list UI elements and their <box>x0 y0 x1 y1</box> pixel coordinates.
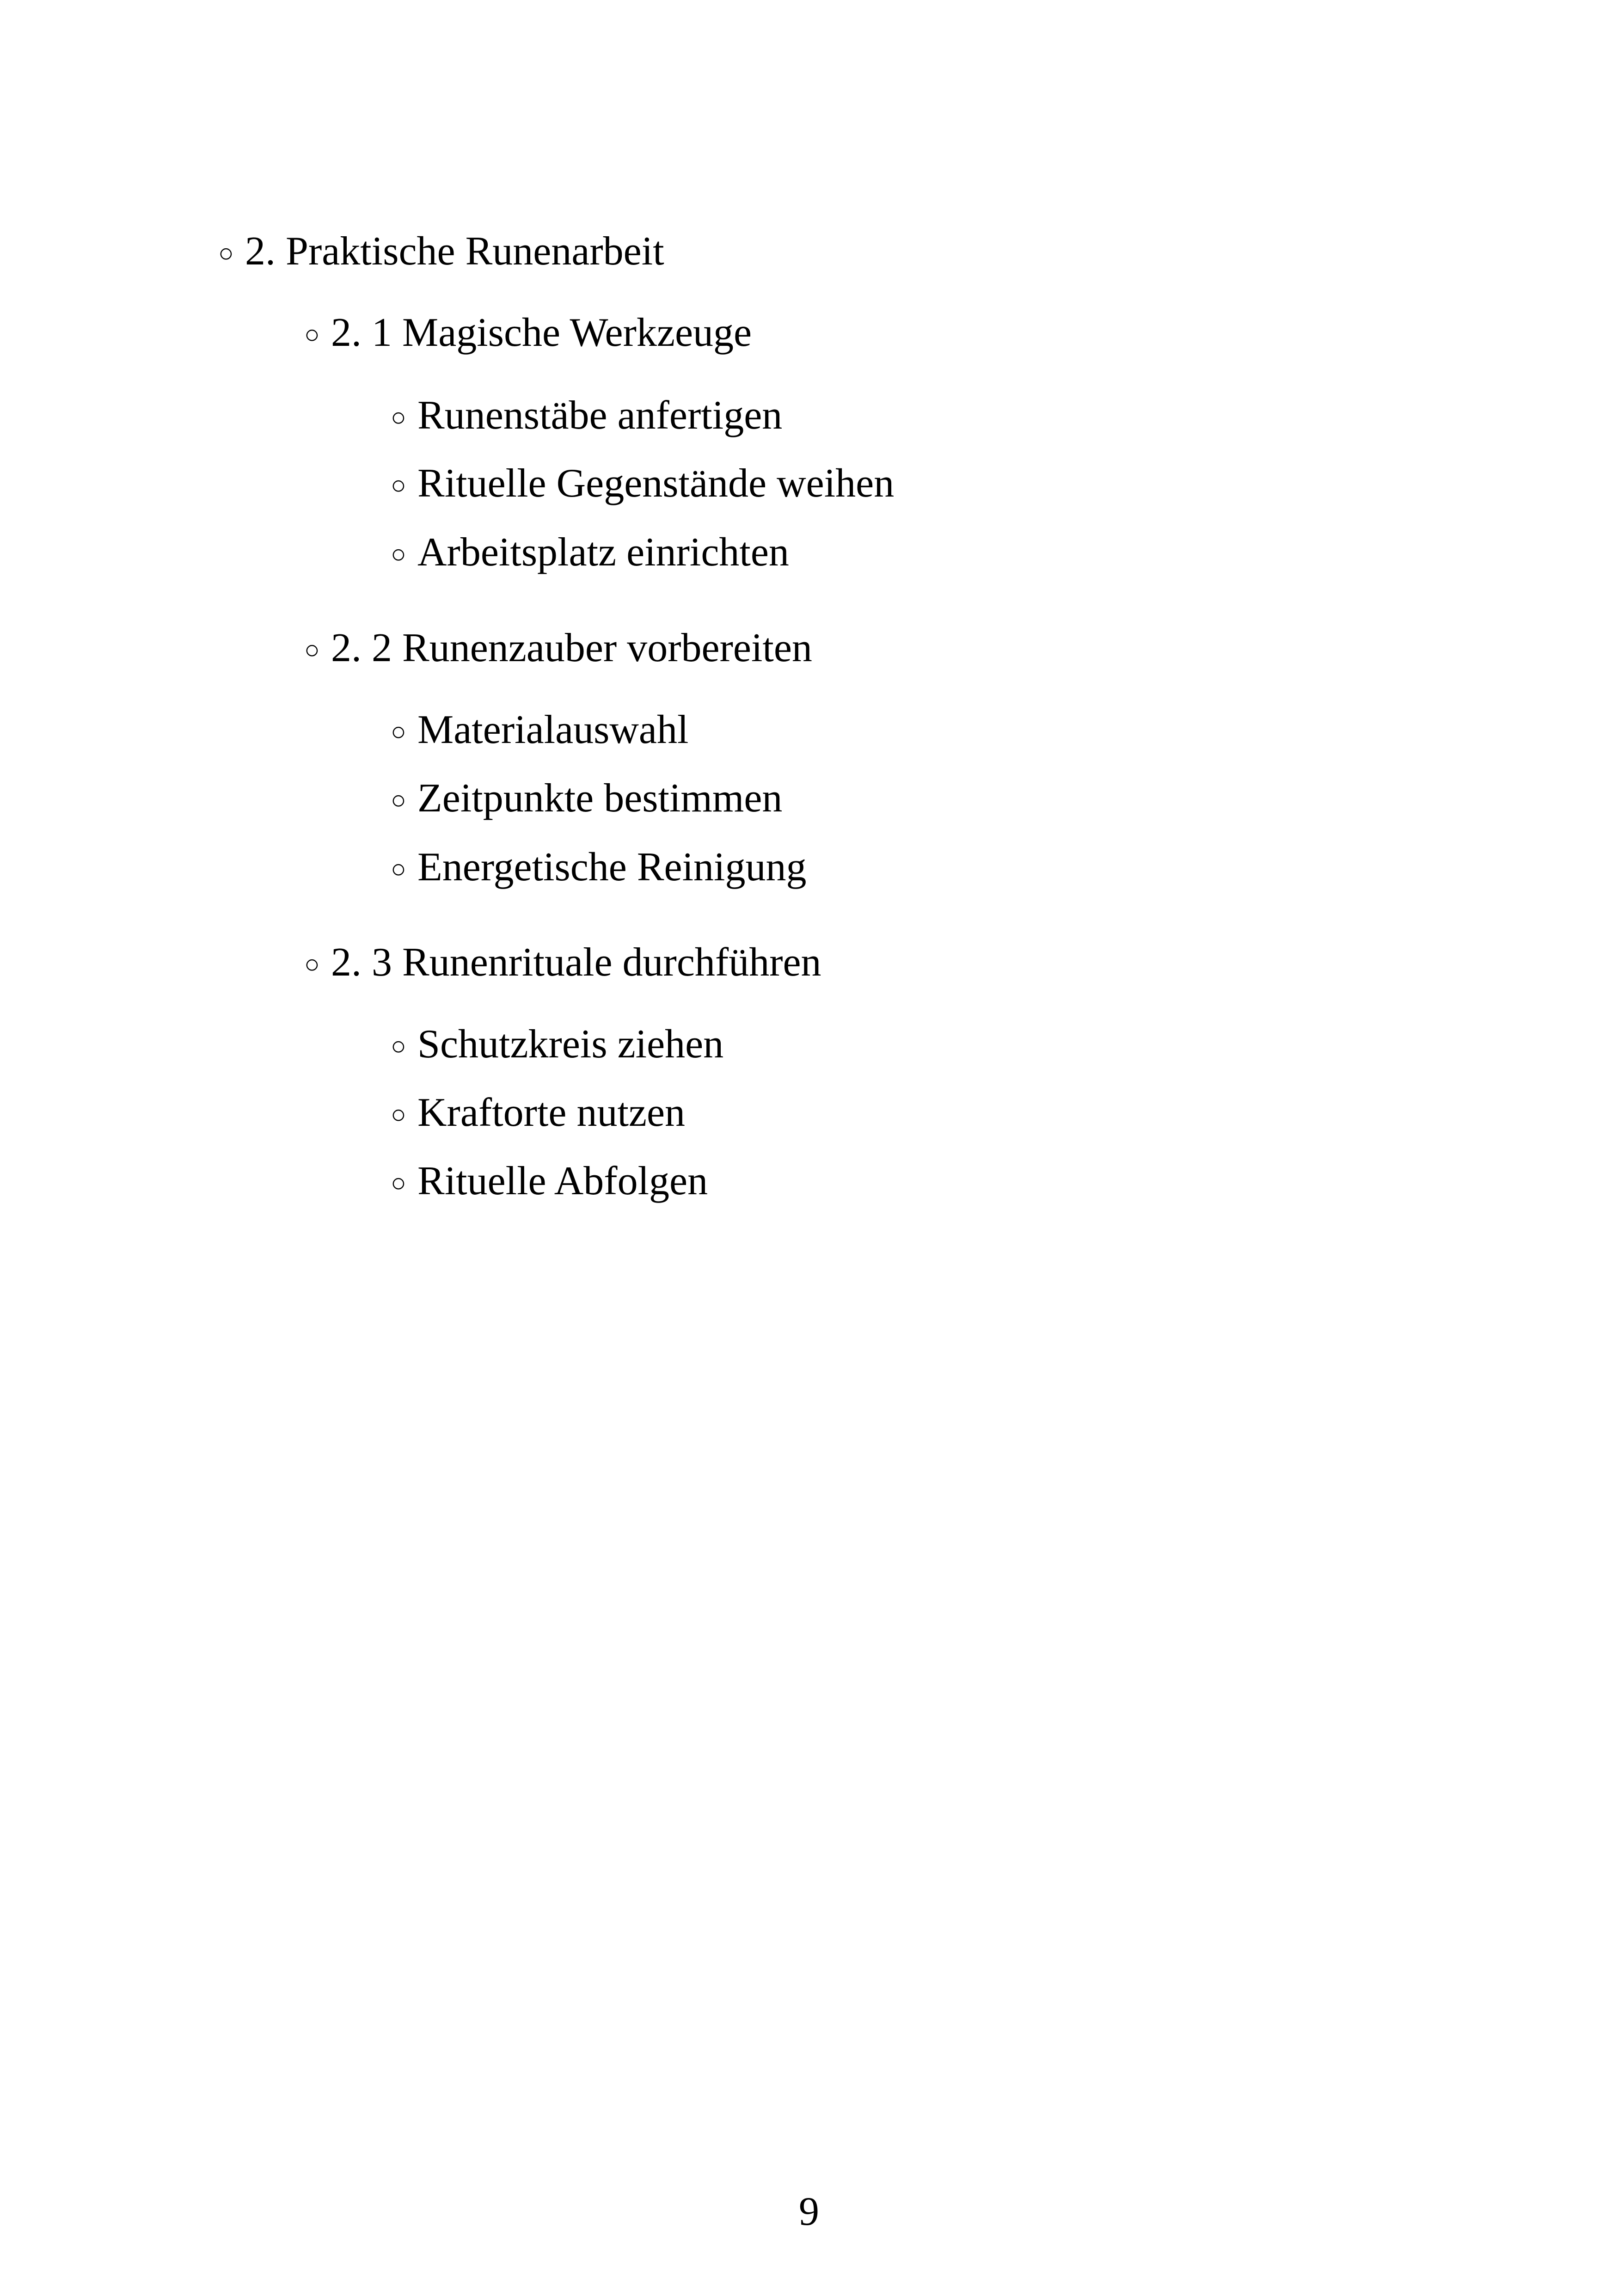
subsection-heading <box>304 628 812 669</box>
list-item-label: Zeitpunkte bestimmen <box>417 776 783 821</box>
page-number: 9 <box>799 2189 819 2234</box>
list-item <box>391 532 789 573</box>
subsection-heading <box>304 310 752 355</box>
bullet-icon: ○ <box>391 1169 406 1197</box>
list-item-label: Rituelle Gegenstände weihen <box>417 461 895 506</box>
list-item <box>391 1090 686 1135</box>
bullet-icon: ○ <box>391 786 406 815</box>
bullet-icon: ○ <box>391 403 406 432</box>
list-item <box>391 1024 723 1065</box>
list-item <box>391 395 782 436</box>
list-item <box>391 707 689 752</box>
bullet-icon: ○ <box>391 540 406 569</box>
bullet-icon: ○ <box>304 636 320 664</box>
bullet-icon: ○ <box>304 950 320 979</box>
bullet-icon: ○ <box>391 1032 406 1061</box>
bullet-icon: ○ <box>391 855 406 884</box>
list-item <box>391 463 894 504</box>
list-item <box>391 778 782 819</box>
subsection-label: 2. 1 Magische Werkzeuge <box>331 310 752 355</box>
bullet-icon: ○ <box>391 1100 406 1129</box>
list-item-label: Materialauswahl <box>417 707 689 752</box>
subsection-label: 2. 2 Runenzauber vorbereiten <box>331 626 812 670</box>
section-label: 2. Praktische Runenarbeit <box>245 229 664 274</box>
bullet-icon: ○ <box>218 239 234 268</box>
section-heading <box>218 231 664 272</box>
list-item-label: Arbeitsplatz einrichten <box>417 530 789 575</box>
list-item-label: Schutzkreis ziehen <box>417 1022 724 1067</box>
subsection-label: 2. 3 Runenrituale durchführen <box>331 940 821 985</box>
list-item-label: Rituelle Abfolgen <box>417 1159 708 1203</box>
bullet-icon: ○ <box>304 320 320 349</box>
list-item <box>391 1161 708 1202</box>
bullet-icon: ○ <box>391 471 406 500</box>
bullet-icon: ○ <box>391 718 406 746</box>
list-item <box>391 847 807 888</box>
list-item-label: Kraftorte nutzen <box>417 1090 686 1135</box>
list-item-label: Energetische Reinigung <box>417 845 807 890</box>
list-item-label: Runenstäbe anfertigen <box>417 393 783 438</box>
subsection-heading <box>304 942 821 983</box>
